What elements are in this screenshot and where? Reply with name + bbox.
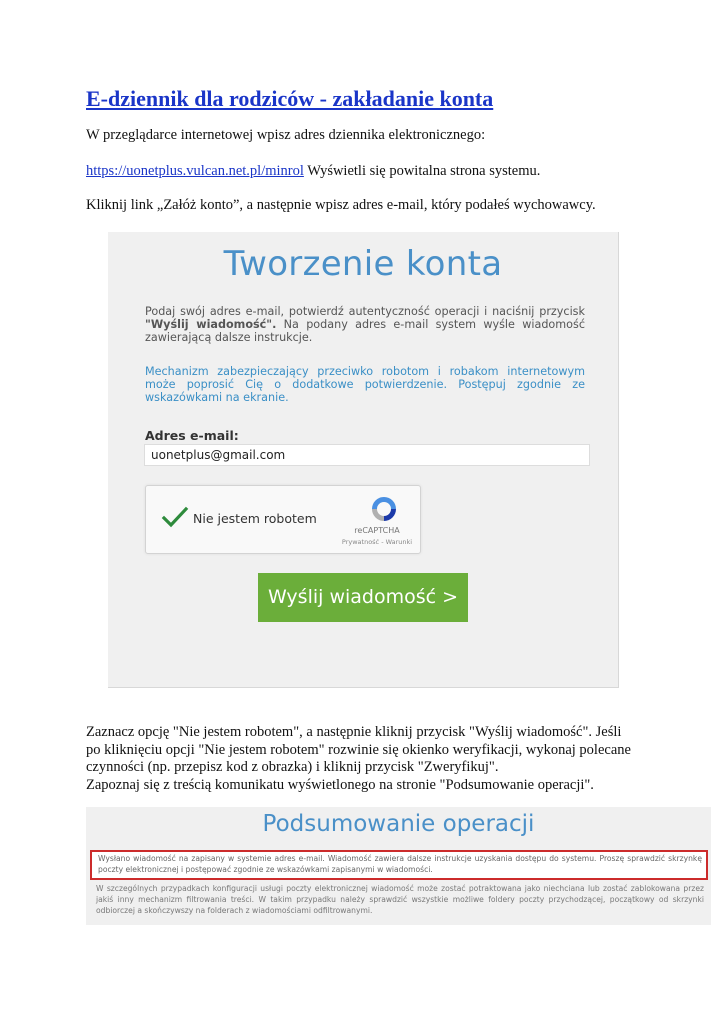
instruction-verify-line-2: po kliknięciu opcji "Nie jestem robotem" rozwinie się okienko weryfikacji, wykonaj polecane xyxy=(86,741,631,758)
send-message-button[interactable]: Wyślij wiadomość > xyxy=(258,573,468,622)
form-instructions-post: Na podany adres e-mail system wyśle wiadomość zawierającą dalsze instrukcje. xyxy=(145,318,585,344)
create-account-screenshot xyxy=(108,232,619,688)
checkmark-icon[interactable] xyxy=(160,502,190,532)
instruction-verify-line-3: czynności (np. przepisz kod z obrazka) i kliknij przycisk "Zweryfikuj". xyxy=(86,759,499,775)
form-instructions-pre: Podaj swój adres e-mail, potwierdź autentyczność operacji i naciśnij przycisk xyxy=(145,305,585,318)
summary-title: Podsumowanie operacji xyxy=(262,811,535,837)
form-instructions xyxy=(145,305,585,344)
instruction-create-account: Kliknij link „Załóż konto”, a następnie wpisz adres e-mail, który podałeś wychowawcy. xyxy=(86,197,596,213)
form-title: Tworzenie konta xyxy=(223,244,503,284)
instruction-url-rest: Wyświetli się powitalna strona systemu. xyxy=(303,163,541,179)
recaptcha-widget[interactable] xyxy=(145,485,421,554)
page-title: E-dziennik dla rodziców - zakładanie konta xyxy=(86,86,494,111)
recaptcha-links[interactable]: Prywatność - Warunki xyxy=(341,538,413,546)
summary-message-box xyxy=(90,850,708,880)
email-label: Adres e-mail: xyxy=(145,428,239,443)
instruction-verify-line-1: Zaznacz opcję "Nie jestem robotem", a następnie kliknij przycisk "Wyślij wiadomość". Jeśli xyxy=(86,724,622,740)
instruction-verify xyxy=(86,724,646,794)
system-url-link[interactable]: https://uonetplus.vulcan.net.pl/minrol xyxy=(86,163,304,179)
form-instructions-bold: "Wyślij wiadomość". xyxy=(145,318,277,331)
summary-message: Wysłano wiadomość na zapisany w systemie adres e-mail. Wiadomość zawiera dalsze instrukcje uzyskania dostępu do systemu. Proszę sprawdzić skrzynkę poczty elektronicznej i postępować zgodnie ze wskazówkami zapisanymi w wiadomości. xyxy=(98,854,702,874)
captcha-label: Nie jestem robotem xyxy=(193,511,317,526)
operation-summary-screenshot xyxy=(86,807,711,925)
recaptcha-logo-icon xyxy=(369,494,399,524)
summary-note: W szczególnych przypadkach konfiguracji usługi poczty elektronicznej wiadomość może zostać potraktowana jako niechciana lub zostać zablokowana przez jakiś inny mechanizm filtrowania treści. W takim przypadku należy sprawdzić wszystkie możliwe foldery poczty przychodzącej, początkowy od skrzynki odbiorczej a skończywszy na folderach z wiadomościami odfiltrowanymi. xyxy=(96,884,704,915)
email-field[interactable]: uonetplus@gmail.com xyxy=(144,444,590,466)
instruction-summary-line: Zapoznaj się z treścią komunikatu wyświetlonego na stronie "Podsumowanie operacji". xyxy=(86,776,594,793)
instruction-url xyxy=(86,163,540,180)
instruction-browser: W przeglądarce internetowej wpisz adres dziennika elektronicznego: xyxy=(86,127,486,143)
recaptcha-brand: reCAPTCHA xyxy=(354,526,400,535)
captcha-info: Mechanizm zabezpieczający przeciwko robotom i robakom internetowym może poprosić Cię o dodatkowe potwierdzenie. Postępuj zgodnie ze wskazówkami na ekranie. xyxy=(145,365,585,404)
